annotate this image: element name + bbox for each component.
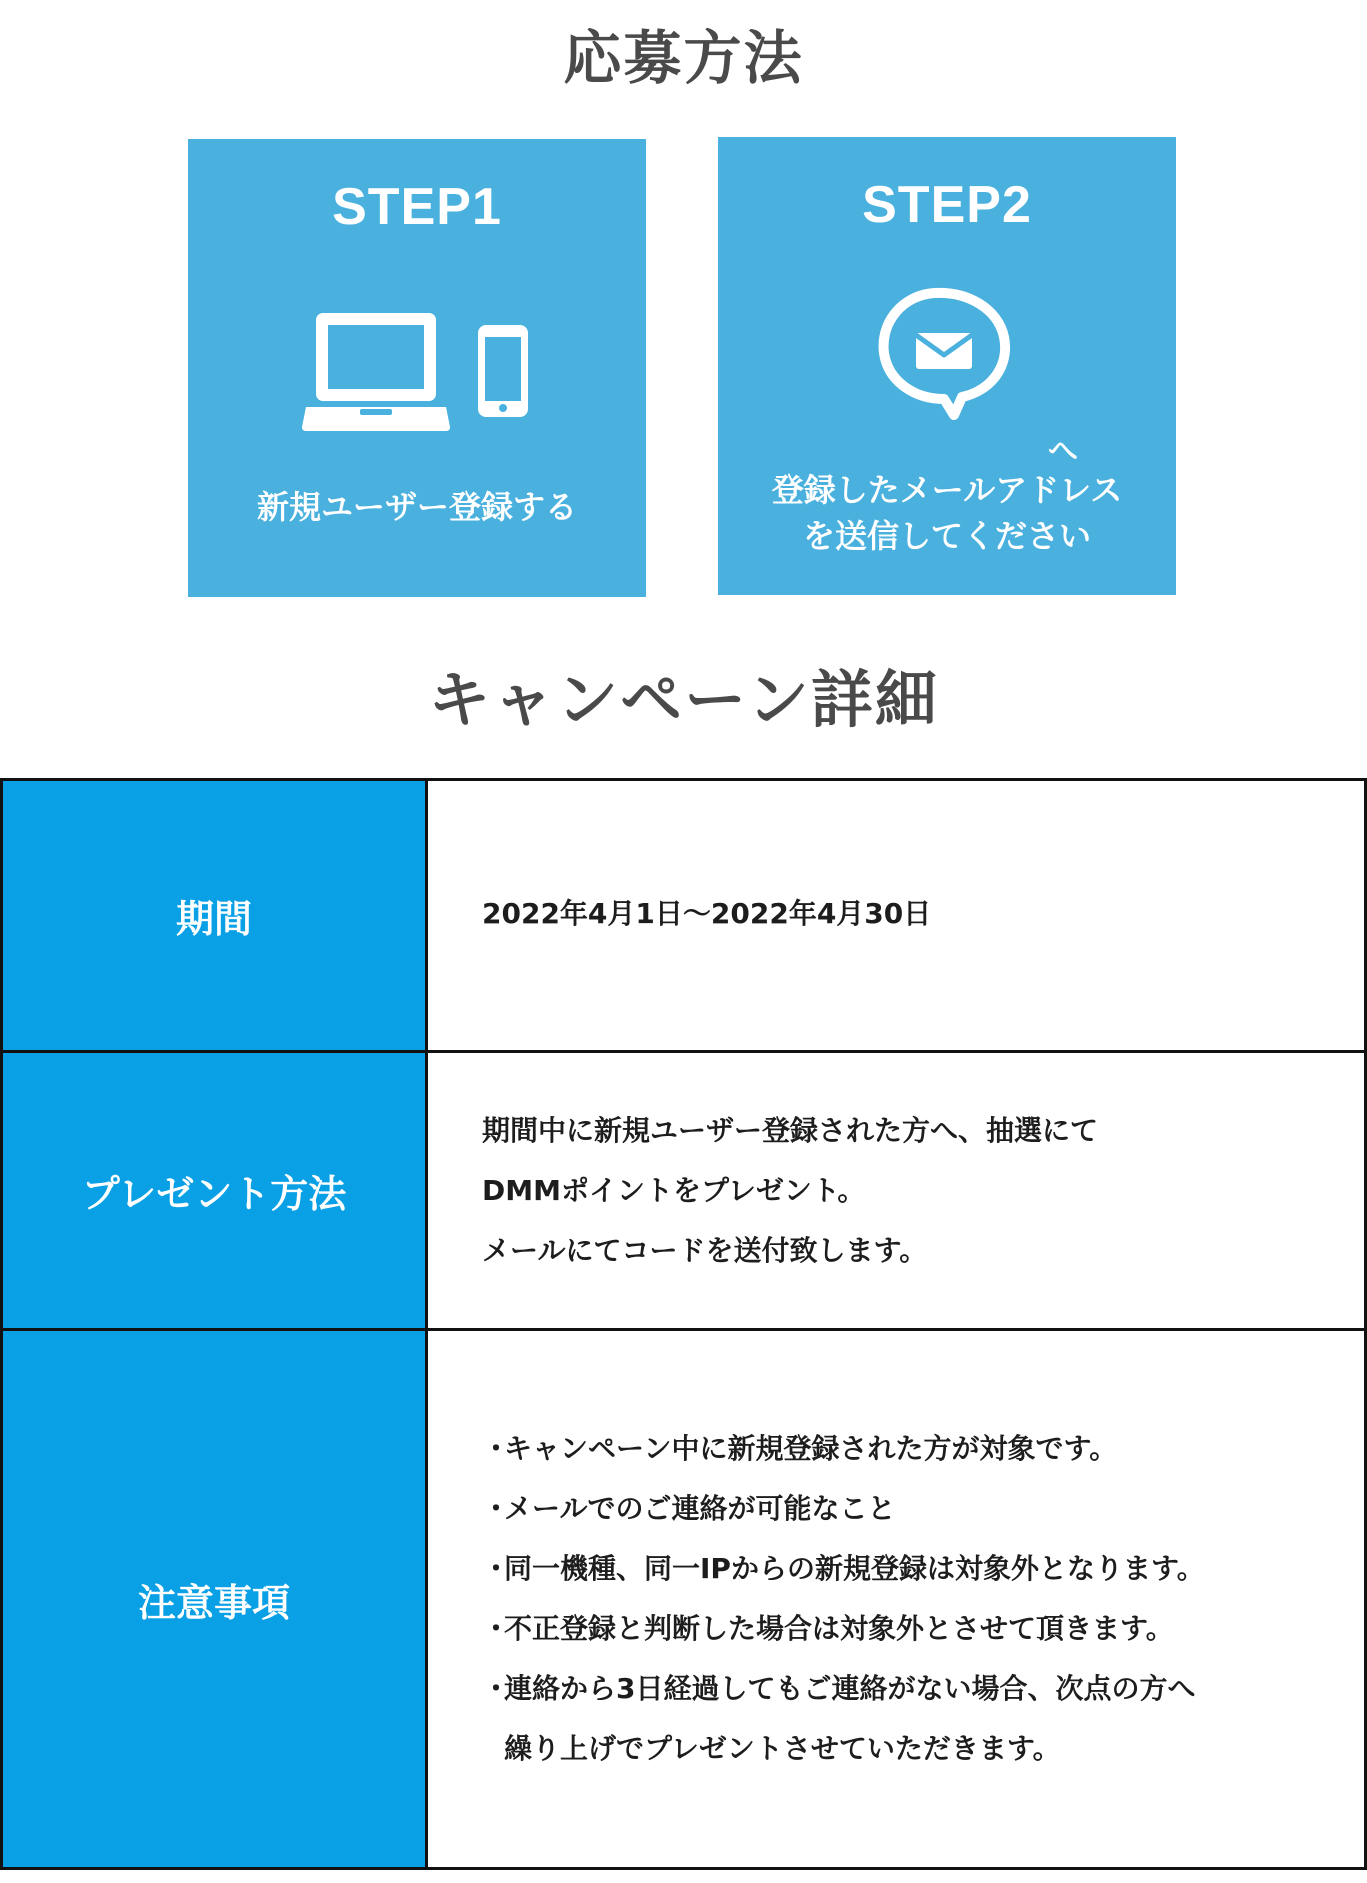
row-value-present-method bbox=[427, 1052, 1366, 1330]
note-item bbox=[482, 1479, 1364, 1539]
step2-description-line: を送信してください bbox=[802, 517, 1091, 555]
step1-label: STEP1 bbox=[332, 178, 502, 236]
note-item bbox=[482, 1539, 1364, 1599]
row-value-notes bbox=[427, 1330, 1366, 1869]
note-text: キャンペーン中に新規登録された方が対象です。 bbox=[504, 1432, 1118, 1465]
period-text: 2022年4月1日～2022年4月30日 bbox=[482, 896, 932, 930]
row-label-period: 期間 bbox=[2, 780, 427, 1052]
note-text: メールでのご連絡が可能なこと bbox=[504, 1492, 896, 1525]
step2-description-line: へ bbox=[1048, 434, 1078, 469]
note-continuation: 繰り上げでプレゼントさせていただきます。 bbox=[504, 1732, 1061, 1765]
campaign-details-title: キャンペーン詳細 bbox=[428, 663, 939, 736]
bullet: ・ bbox=[482, 1672, 511, 1705]
note-text: 不正登録と判断した場合は対象外とさせて頂きます。 bbox=[504, 1612, 1174, 1645]
note-text: 同一機種、同一IPからの新規登録は対象外となります。 bbox=[504, 1552, 1205, 1585]
note-text: 連絡から3日経過してもご連絡がない場合、次点の方へ bbox=[504, 1672, 1196, 1705]
step2-icons bbox=[718, 287, 1176, 427]
step1-description bbox=[188, 484, 646, 530]
bullet: ・ bbox=[482, 1432, 511, 1465]
present-method-line: 期間中に新規ユーザー登録された方へ、抽選にて bbox=[482, 1113, 1099, 1147]
table-row bbox=[2, 780, 1366, 1052]
application-method-title: 応募方法 bbox=[563, 24, 804, 92]
present-method-line: メールにてコードを送付致します。 bbox=[482, 1233, 928, 1267]
note-item bbox=[482, 1419, 1364, 1479]
note-item bbox=[482, 1659, 1364, 1719]
table-row bbox=[2, 1330, 1366, 1869]
campaign-details-table bbox=[0, 778, 1367, 1870]
step2-label: STEP2 bbox=[862, 176, 1032, 234]
step2-card bbox=[718, 137, 1176, 595]
row-label-notes: 注意事項 bbox=[2, 1330, 427, 1869]
row-label-present-method: プレゼント方法 bbox=[2, 1052, 427, 1330]
step2-description bbox=[718, 434, 1176, 559]
table-row bbox=[2, 1052, 1366, 1330]
step1-card bbox=[188, 139, 646, 597]
mail-bubble-icon bbox=[718, 287, 1176, 427]
row-value-period bbox=[427, 780, 1366, 1052]
smartphone-icon bbox=[188, 309, 646, 439]
step1-icons bbox=[188, 309, 646, 439]
step1-description-line: 新規ユーザー登録する bbox=[256, 488, 577, 526]
present-method-line: DMMポイントをプレゼント。 bbox=[482, 1173, 866, 1207]
step2-description-line: 登録したメールアドレス bbox=[771, 471, 1123, 509]
note-item bbox=[482, 1599, 1364, 1659]
bullet: ・ bbox=[482, 1552, 511, 1585]
bullet: ・ bbox=[482, 1492, 511, 1525]
bullet: ・ bbox=[482, 1612, 511, 1645]
